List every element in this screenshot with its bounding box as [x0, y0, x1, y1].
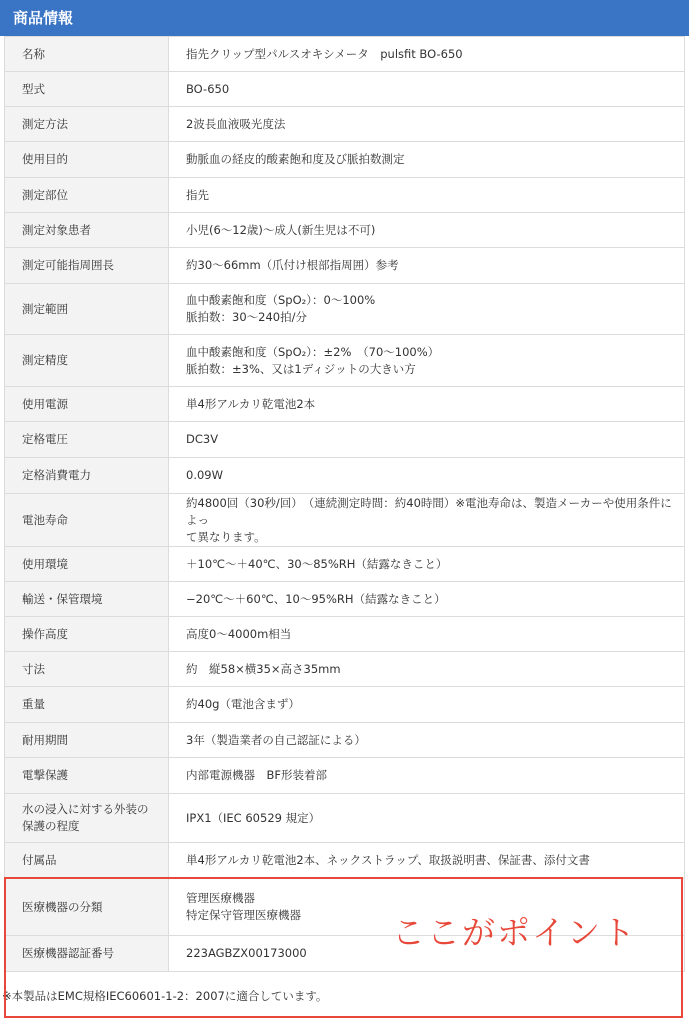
spec-row [5, 107, 685, 142]
spec-value-line: 指先 [186, 187, 209, 202]
spec-value [169, 617, 685, 652]
spec-value-line: 高度0〜4000m相当 [186, 626, 292, 641]
spec-label: 定格消費電力 [5, 458, 169, 494]
spec-value [169, 284, 685, 335]
spec-label: 測定部位 [5, 178, 169, 213]
spec-value [169, 335, 685, 387]
spec-label: 測定方法 [5, 107, 169, 142]
spec-row [5, 284, 685, 335]
spec-value [169, 422, 685, 458]
spec-row [5, 248, 685, 284]
spec-value-line: −20℃〜＋60℃、10〜95%RH（結露なきこと） [186, 591, 446, 606]
spec-value-line: IPX1（IEC 60529 規定） [186, 810, 321, 825]
spec-row [5, 142, 685, 178]
spec-value-line: 脈拍数：±3%、又は1ディジットの大きい方 [186, 361, 416, 376]
spec-value [169, 178, 685, 213]
spec-row [5, 422, 685, 458]
spec-value-line: 脈拍数：30〜240拍/分 [186, 310, 307, 324]
spec-label: 輸送・保管環境 [5, 582, 169, 617]
spec-value-line: 約 縦58×横35×高さ35mm [186, 661, 341, 676]
spec-label: 付属品 [5, 843, 169, 879]
spec-value [169, 107, 685, 142]
spec-value [169, 248, 685, 284]
spec-row [5, 72, 685, 107]
spec-value-line: 指先クリップ型パルスオキシメータ pulsfit BO-650 [186, 46, 463, 61]
spec-value [169, 582, 685, 617]
spec-row [5, 213, 685, 248]
spec-label: 重量 [5, 687, 169, 723]
spec-label: 医療機器の分類 [5, 879, 169, 936]
spec-row [5, 37, 685, 72]
callout-text: ここがポイント [392, 913, 637, 952]
spec-row [5, 758, 685, 794]
spec-value [169, 458, 685, 494]
spec-value-line: 約4800回（30秒/回） （連続測定時間：約40時間）※電池寿命は、製造メーカーや使用条件によっ [186, 495, 672, 527]
spec-label: 使用目的 [5, 142, 169, 178]
spec-row [5, 458, 685, 494]
spec-value-line: 単4形アルカリ乾電池2本 [186, 396, 316, 411]
spec-value [169, 37, 685, 72]
spec-value-line: 特定保守管理医療機器 [186, 908, 301, 922]
spec-value-line: 血中酸素飽和度（SpO₂）：±2% （70〜100%） [186, 344, 440, 359]
section-header [0, 0, 689, 36]
spec-label: 寸法 [5, 652, 169, 687]
spec-value [169, 758, 685, 794]
spec-row [5, 617, 685, 652]
spec-value-line: 223AGBZX00173000 [186, 946, 307, 960]
spec-row [5, 178, 685, 213]
spec-value [169, 72, 685, 107]
spec-value [169, 494, 685, 547]
spec-label: 定格電圧 [5, 422, 169, 458]
spec-value [169, 652, 685, 687]
spec-label: 水の浸入に対する外装の保護の程度 [5, 794, 169, 843]
spec-label: 耐用期間 [5, 723, 169, 758]
spec-row [5, 494, 685, 547]
spec-value-line: 管理医療機器 [186, 891, 255, 905]
spec-value [169, 213, 685, 248]
spec-value [169, 387, 685, 422]
spec-label: 測定可能指周囲長 [5, 248, 169, 284]
spec-value [169, 843, 685, 879]
spec-row [5, 723, 685, 758]
spec-value [169, 794, 685, 843]
spec-value-line: 3年（製造業者の自己認証による） [186, 732, 366, 747]
spec-value [169, 723, 685, 758]
spec-row [5, 387, 685, 422]
spec-row [5, 652, 685, 687]
spec-value [169, 547, 685, 582]
spec-label: 測定対象患者 [5, 213, 169, 248]
spec-row [5, 843, 685, 879]
spec-value-line: 小児(6〜12歳)〜成人(新生児は不可) [186, 222, 376, 237]
spec-label: 使用環境 [5, 547, 169, 582]
section-title: 商品情報 [13, 9, 74, 27]
spec-value-line: ＋10℃〜＋40℃、30〜85%RH（結露なきこと） [186, 556, 448, 571]
spec-row [5, 687, 685, 723]
emc-note: ※本製品はEMC規格IEC60601-1-2：2007に適合しています。 [2, 989, 328, 1003]
spec-row [5, 794, 685, 843]
spec-label: 型式 [5, 72, 169, 107]
spec-value [169, 142, 685, 178]
spec-table [4, 36, 685, 972]
spec-value-line: BO-650 [186, 81, 230, 96]
spec-label: 測定範囲 [5, 284, 169, 335]
spec-value-line: 動脈血の経皮的酸素飽和度及び脈拍数測定 [186, 152, 405, 166]
spec-value-line: 内部電源機器 BF形装着部 [186, 768, 328, 782]
spec-value-line: て異なります。 [186, 529, 266, 544]
spec-row [5, 547, 685, 582]
spec-value-line: 0.09W [186, 468, 223, 482]
spec-label: 名称 [5, 37, 169, 72]
spec-label: 測定精度 [5, 335, 169, 387]
spec-value-line: 単4形アルカリ乾電池2本、ネックストラップ、取扱説明書、保証書、添付文書 [186, 853, 590, 867]
spec-value-line: 約40g（電池含まず） [186, 697, 300, 711]
spec-value-line: 約30〜66mm（爪付け根部指周囲）参考 [186, 258, 399, 272]
spec-value [169, 687, 685, 723]
spec-row [5, 582, 685, 617]
spec-value-line: 2波長血液吸光度法 [186, 116, 286, 131]
spec-label: 操作高度 [5, 617, 169, 652]
spec-row [5, 335, 685, 387]
spec-label: 医療機器認証番号 [5, 936, 169, 972]
spec-label: 使用電源 [5, 387, 169, 422]
spec-label: 電池寿命 [5, 494, 169, 547]
spec-value-line: 血中酸素飽和度（SpO₂）：0〜100% [186, 293, 376, 307]
spec-value-line: DC3V [186, 432, 219, 446]
spec-label: 電撃保護 [5, 758, 169, 794]
